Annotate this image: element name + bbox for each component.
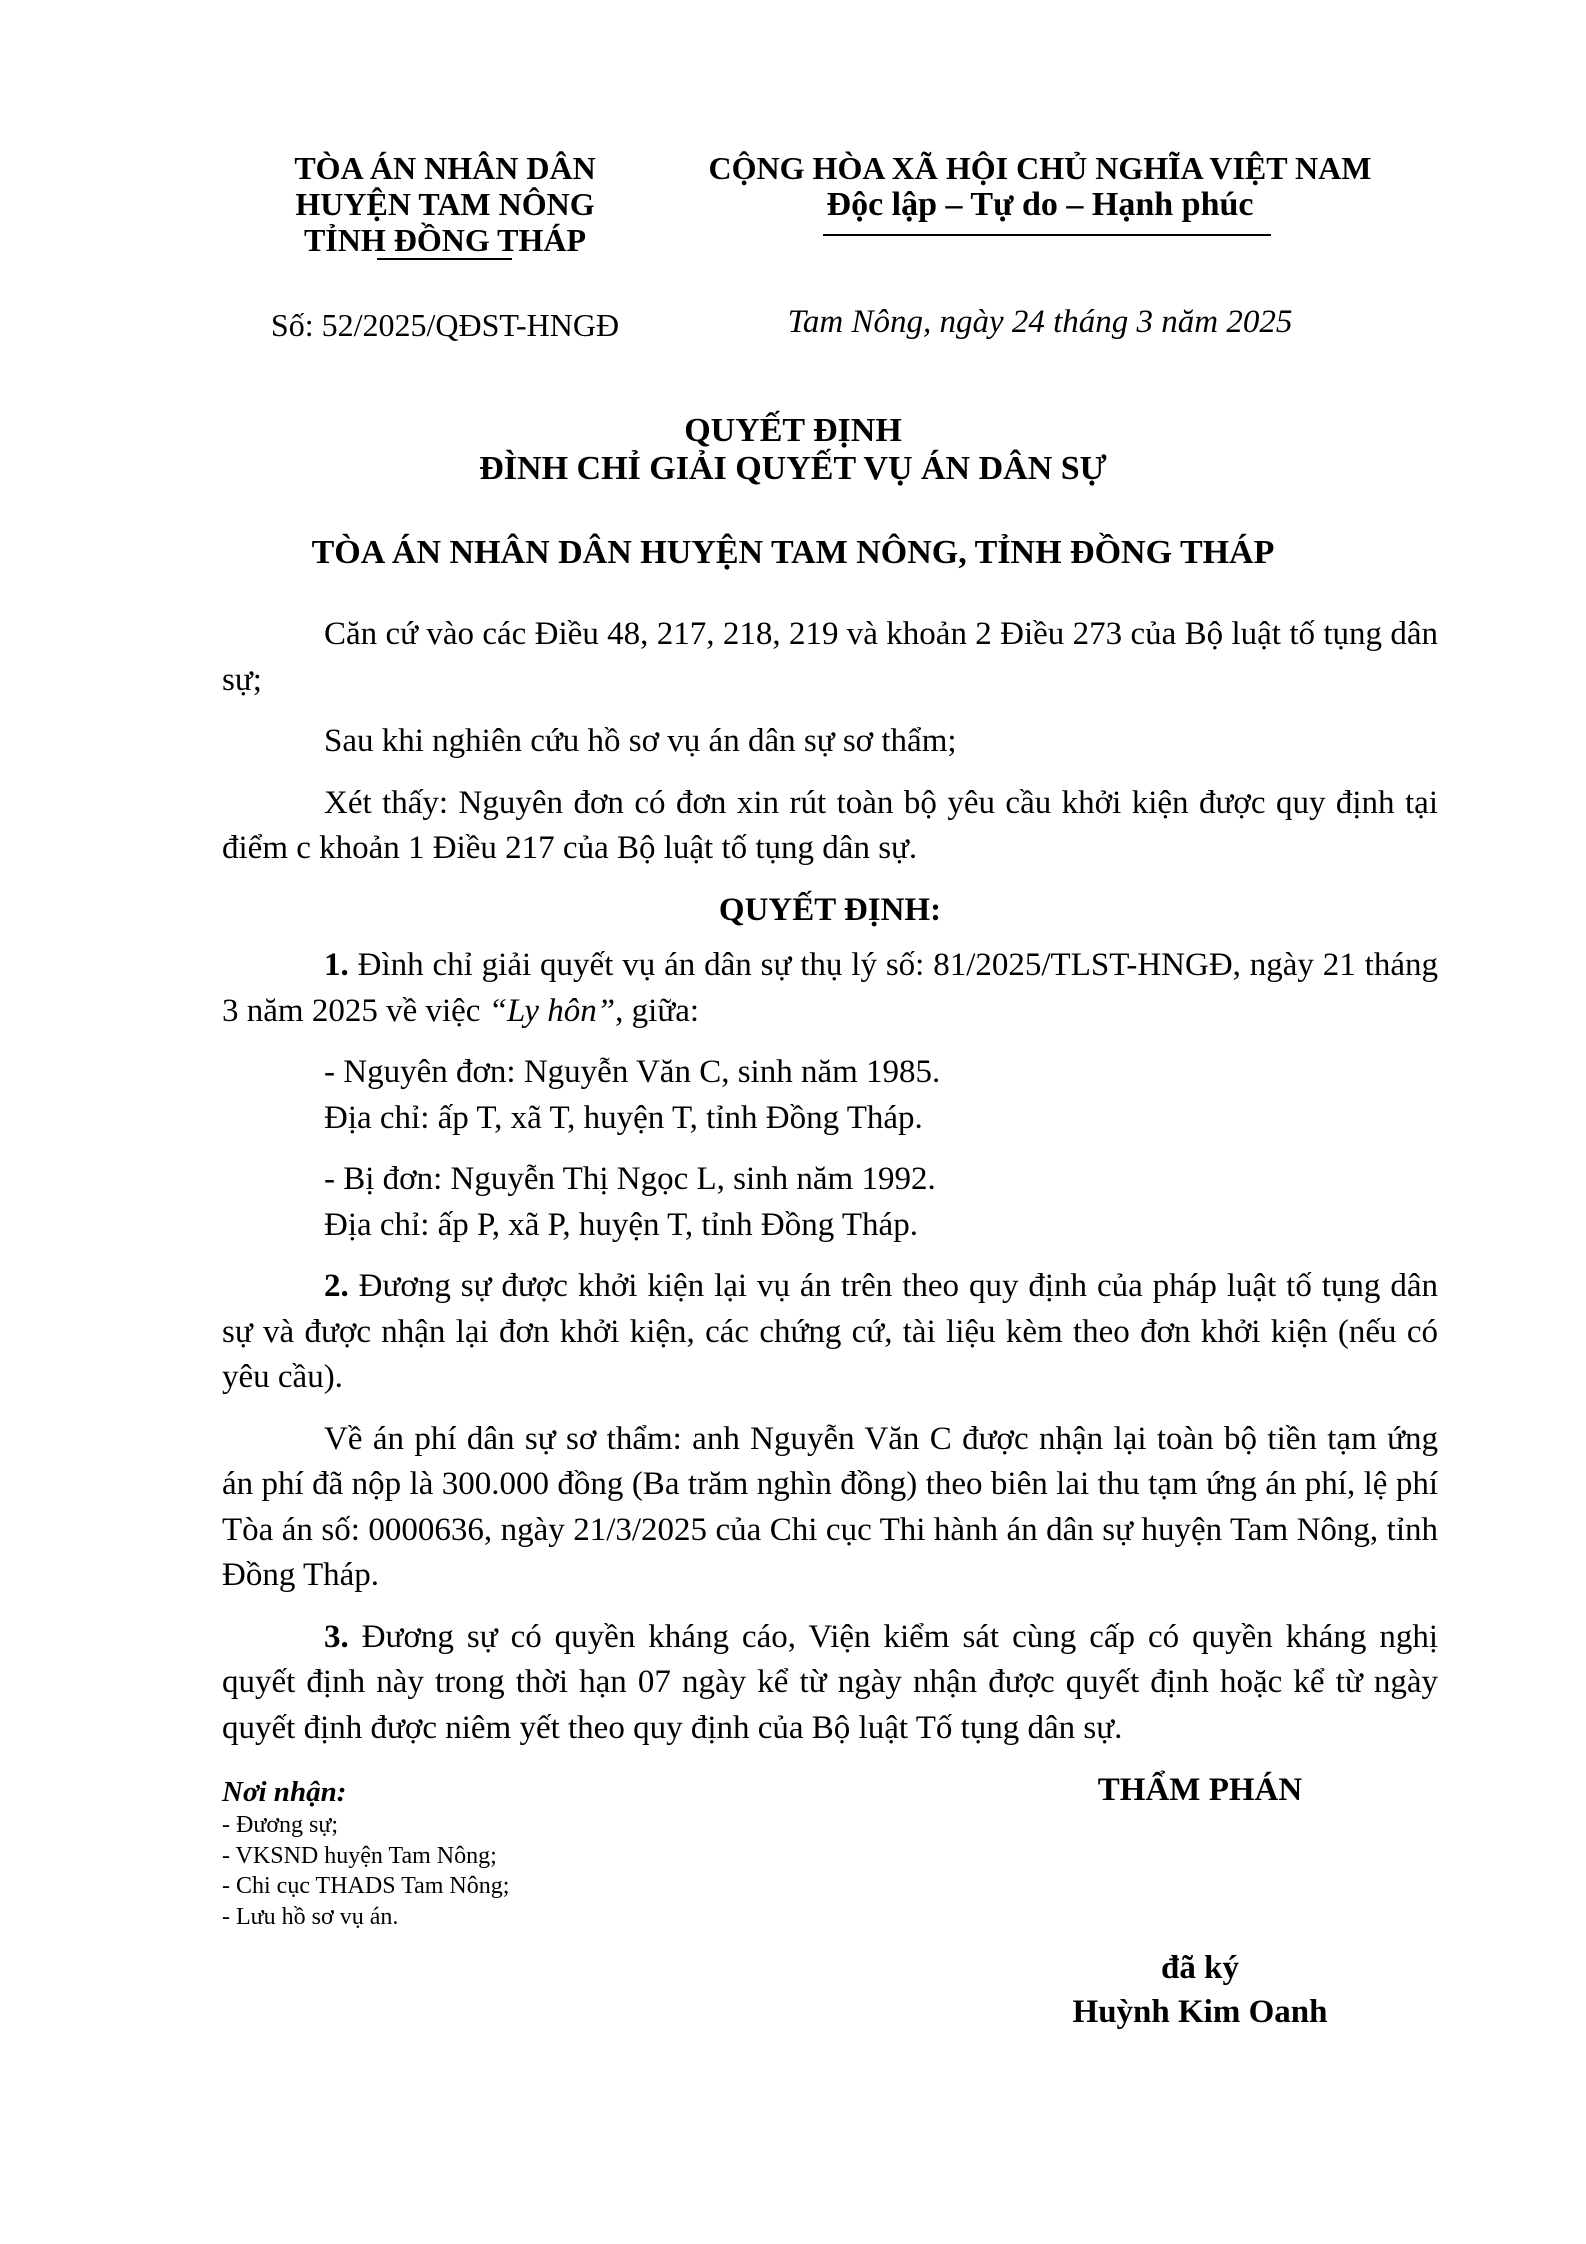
recipients-heading: Nơi nhận: bbox=[222, 1776, 347, 1808]
document-body bbox=[222, 612, 1438, 1767]
court-underline bbox=[377, 258, 512, 260]
item-2-number: 2. bbox=[324, 1268, 349, 1304]
decision-item-2 bbox=[222, 1264, 1438, 1401]
decision-item-3 bbox=[222, 1615, 1438, 1752]
recipient-item: - Chi cục THADS Tam Nông; bbox=[222, 1873, 510, 1899]
motto-underline bbox=[823, 234, 1271, 236]
item-3-number: 3. bbox=[324, 1618, 349, 1655]
defendant-address: Địa chỉ: ấp P, xã P, huyện T, tỉnh Đồng Tháp. bbox=[324, 1206, 918, 1243]
court-name-line-3: TỈNH ĐỒNG THÁP bbox=[303, 222, 587, 258]
consideration: Xét thấy: Nguyên đơn có đơn xin rút toàn bộ yêu cầu khởi kiện được quy định tại điểm c khoản 1 Điều 217 của Bộ luật tố tụng dân sự. bbox=[222, 784, 1438, 866]
plaintiff-address: Địa chỉ: ấp T, xã T, huyện T, tỉnh Đồng Tháp. bbox=[324, 1099, 923, 1136]
court-fee: Về án phí dân sự sơ thẩm: anh Nguyễn Văn C được nhận lại toàn bộ tiền tạm ứng án phí đã nộp là 300.000 đồng (Ba trăm nghìn đồng) theo biên lai thu tạm ứng án phí, lệ phí Tòa án số: 0000636, ngày 21/3/2025 của Chi cục Thi hành án dân sự huyện Tam Nông, tỉnh Đồng Tháp. bbox=[222, 1420, 1438, 1593]
legal-basis: Căn cứ vào các Điều 48, 217, 218, 219 và khoản 2 Điều 273 của Bộ luật tố tụng dân sự; bbox=[222, 616, 1438, 698]
item-2-text: Đương sự được khởi kiện lại vụ án trên theo quy định của pháp luật tố tụng dân sự và được nhận lại đơn khởi kiện, các chứng cứ, tài liệu kèm theo đơn khởi kiện (nếu có yêu cầu). bbox=[222, 1268, 1438, 1395]
title-line-1: QUYẾT ĐỊNH bbox=[684, 412, 902, 449]
study-statement: Sau khi nghiên cứu hồ sơ vụ án dân sự sơ thẩm; bbox=[324, 723, 957, 759]
court-header bbox=[180, 150, 710, 258]
country-name: CỘNG HÒA XÃ HỘI CHỦ NGHĨA VIỆT NAM bbox=[708, 150, 1372, 186]
decision-heading: QUYẾT ĐỊNH: bbox=[718, 891, 942, 928]
national-motto: Độc lập – Tự do – Hạnh phúc bbox=[826, 186, 1254, 223]
item-1-text-b: , giữa: bbox=[615, 992, 700, 1029]
recipient-item: - Đương sự; bbox=[222, 1812, 339, 1838]
item-1-text-a: Đình chỉ giải quyết vụ án dân sự thụ lý số: 81/2025/TLST-HNGĐ, ngày 21 tháng 3 năm 2025 về việc bbox=[222, 947, 1438, 1029]
decision-title bbox=[0, 412, 1586, 488]
document-number: Số: 52/2025/QĐST-HNGĐ bbox=[270, 307, 620, 343]
item-1-number: 1. bbox=[324, 947, 349, 983]
defendant: - Bị đơn: Nguyễn Thị Ngọc L, sinh năm 1992. bbox=[324, 1161, 936, 1197]
title-line-2: ĐÌNH CHỈ GIẢI QUYẾT VỤ ÁN DÂN SỰ bbox=[479, 450, 1107, 487]
signer-title: THẨM PHÁN bbox=[1097, 1772, 1303, 1808]
item-1-case-type: “Ly hôn” bbox=[488, 992, 616, 1029]
signature-block bbox=[980, 1770, 1420, 2032]
national-header bbox=[690, 150, 1390, 224]
place-date: Tam Nông, ngày 24 tháng 3 năm 2025 bbox=[787, 304, 1293, 340]
signer-name: Huỳnh Kim Oanh bbox=[1072, 1994, 1328, 2030]
plaintiff: - Nguyên đơn: Nguyễn Văn C, sinh năm 1985. bbox=[324, 1054, 941, 1090]
recipients bbox=[222, 1774, 822, 1932]
recipient-item: - VKSND huyện Tam Nông; bbox=[222, 1842, 497, 1869]
court-full-title: TÒA ÁN NHÂN DÂN HUYỆN TAM NÔNG, TỈNH ĐỒNG THÁP bbox=[311, 534, 1275, 571]
signed-note: đã ký bbox=[1161, 1950, 1239, 1986]
item-3-text: Đương sự có quyền kháng cáo, Viện kiểm sát cùng cấp có quyền kháng nghị quyết định này trong thời hạn 07 ngày kể từ ngày nhận được quyết định hoặc kể từ ngày quyết định được niêm yết theo quy định của Bộ luật Tố tụng dân sự. bbox=[222, 1618, 1438, 1746]
court-name-line-1: TÒA ÁN NHÂN DÂN bbox=[294, 150, 596, 186]
recipient-item: - Lưu hồ sơ vụ án. bbox=[222, 1903, 399, 1930]
decision-item-1 bbox=[222, 943, 1438, 1034]
court-name-line-2: HUYỆN TAM NÔNG bbox=[295, 186, 595, 222]
